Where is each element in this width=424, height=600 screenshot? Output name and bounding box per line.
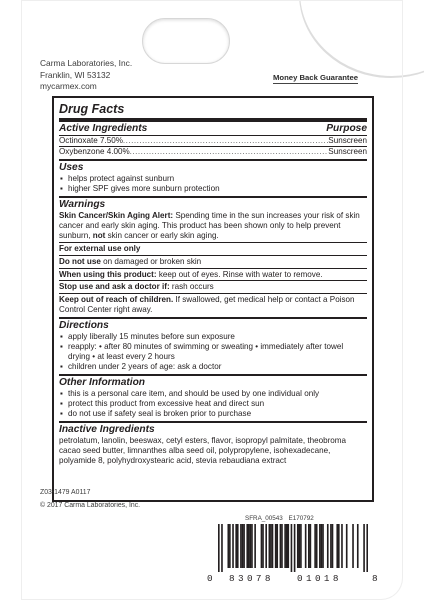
directions-section [59,319,367,376]
barcode-bar [275,524,277,568]
barcode-bar [336,524,338,568]
other-information-heading: Other Information [59,377,146,389]
barcode-bar [243,524,245,568]
barcode-bar [229,524,231,568]
barcode-bar [237,524,239,568]
sfra-code: SFRA_00543 E170792 [245,515,314,522]
uses-item: ▪ higher SPF gives more sunburn protection [59,184,367,194]
barcode-bar [240,524,242,568]
barcode-bar [300,524,302,568]
active-ingredient-row [59,136,367,147]
directions-heading: Directions [59,320,109,332]
lot-code: Z03-1479 A0117 [40,489,91,496]
barcode-bar [248,524,250,568]
ingredient-name: Oxybenzone 4.00% [59,147,130,156]
barcode-bar [272,524,274,568]
do-not-use-text: on damaged or broken skin [100,256,202,266]
skin-cancer-alert [59,211,367,241]
do-not-use-warning [59,255,367,267]
inactive-ingredients-text: petrolatum, lanolin, beeswax, cetyl esters, flavor, isopropyl palmitate, theobroma cacao seed butter, limnanthes alba seed oil, polypropylene, isohexadecane, polyamide 8, polyhydroxystearic acid, stevia rebaudiana extract [59,436,347,465]
barcode-bar [261,524,263,568]
barcode-bar [316,524,318,568]
company-address: Franklin, WI 53132 [40,69,111,80]
alert-not: not [92,230,106,240]
barcode-bar [366,524,368,572]
barcode-bar [341,524,343,568]
barcode-bar [308,524,310,568]
barcode-bar [232,524,234,568]
hang-hole [142,18,230,64]
barcode-right-digits: 01018 [297,573,342,584]
barcode-bar [352,524,354,568]
barcode-digits [207,573,379,585]
barcode-bar [227,524,229,568]
external-use-label: For external use only [59,243,141,253]
alert-text: Spending time in the sun increases your risk of skin cancer and early skin aging. This product has been shown only to help prevent sunburn, [59,211,360,240]
leader-dots [123,136,328,146]
ingredient-name: Octinoxate 7.50% [59,136,123,145]
barcode-first-digit: 0 [207,573,213,584]
do-not-use-label: Do not use [59,256,101,266]
barcode-bar [286,524,288,568]
other-information-item: ▪ this is a personal care item, and should be used by one individual only [59,389,367,399]
barcode-bar [235,524,237,568]
barcode-bar [299,524,301,568]
barcode-bar [221,524,223,572]
alert-end: skin cancer or early skin aging. [105,230,219,240]
barcode-bar [332,524,334,568]
barcode-left-digits: 83078 [229,573,274,584]
barcode-bar [270,524,272,568]
uses-item: ▪ helps protect against sunburn [59,174,367,184]
stop-use-text: rash occurs [169,282,214,292]
keep-out-of-reach-text: If swallowed, get medical help or contact a Poison Control Center right away. [59,295,355,315]
barcode-bar [310,524,312,568]
barcode-bar [242,524,244,568]
other-information-item: ▪ protect this product from excessive heat and direct sun [59,399,367,409]
barcode-bar [321,524,323,568]
barcode-bar [218,524,220,572]
barcode-bar [291,524,293,572]
when-using-text: keep out of eyes. Rinse with water to remove. [156,269,323,279]
barcode-bar [294,524,296,572]
barcode-bar [363,524,365,572]
uses-heading: Uses [59,162,84,173]
barcode-bar [314,524,316,568]
warnings-heading: Warnings [59,199,106,210]
active-ingredients-header [59,123,367,136]
company-website: mycarmex.com [40,81,97,91]
barcode-bar [338,524,340,568]
leader-dots [130,147,329,157]
barcode-bar [251,524,253,568]
barcode [218,524,368,572]
copyright-notice: © 2017 Carma Laboratories, Inc. [40,502,141,509]
directions-item: ▪ reapply: • after 80 minutes of swimming or sweating • immediately after towel drying • at least every 2 hours [59,342,367,362]
drug-facts-title: Drug Facts [59,102,367,122]
purpose-heading: Purpose [326,123,367,134]
ingredient-purpose: Sunscreen [328,136,367,145]
barcode-bar [269,524,271,568]
external-use-warning [59,242,367,254]
barcode-last-digit: 8 [372,573,378,584]
when-using-warning [59,268,367,280]
when-using-label: When using this product: [59,269,157,279]
warnings-section [59,198,367,319]
directions-item: ▪ children under 2 years of age: ask a doctor [59,362,367,372]
barcode-bar [297,524,299,568]
barcode-bar [305,524,307,568]
barcode-bar [254,524,256,568]
active-ingredients-heading: Active Ingredients [59,123,148,134]
barcode-bar [327,524,329,568]
barcode-bar [287,524,289,568]
barcode-bar [284,524,286,568]
barcode-bar [276,524,278,568]
other-information-item: ▪ do not use if safety seal is broken prior to purchase [59,409,367,419]
company-name: Carma Laboratories, Inc. [40,58,133,68]
drug-facts-panel [52,96,374,502]
ingredient-purpose: Sunscreen [328,147,367,156]
active-ingredients-section [59,122,367,161]
barcode-bar [262,524,264,568]
barcode-bar [357,524,359,568]
active-ingredient-row [59,147,367,157]
alert-label: Skin Cancer/Skin Aging Alert: [59,211,174,220]
inactive-ingredients-heading: Inactive Ingredients [59,424,155,436]
inactive-ingredients-section [59,423,367,468]
barcode-bar [250,524,252,568]
stop-use-label: Stop use and ask a doctor if: [59,282,170,292]
barcode-bar [330,524,332,568]
other-information-section [59,376,367,423]
uses-section [59,161,367,198]
barcode-bar [322,524,324,568]
barcode-bar [246,524,248,568]
money-back-guarantee: Money Back Guarantee [273,73,359,82]
barcode-bar [280,524,282,568]
directions-item: ▪ apply liberally 15 minutes before sun exposure [59,332,367,342]
keep-out-of-reach-label: Keep out of reach of children. [59,295,174,305]
barcode-bar [281,524,283,568]
keep-out-of-reach-warning [59,293,367,315]
barcode-bar [346,524,348,568]
barcode-bar [319,524,321,568]
stop-use-warning [59,280,367,292]
company-info [40,58,132,93]
barcode-bar [265,524,267,568]
